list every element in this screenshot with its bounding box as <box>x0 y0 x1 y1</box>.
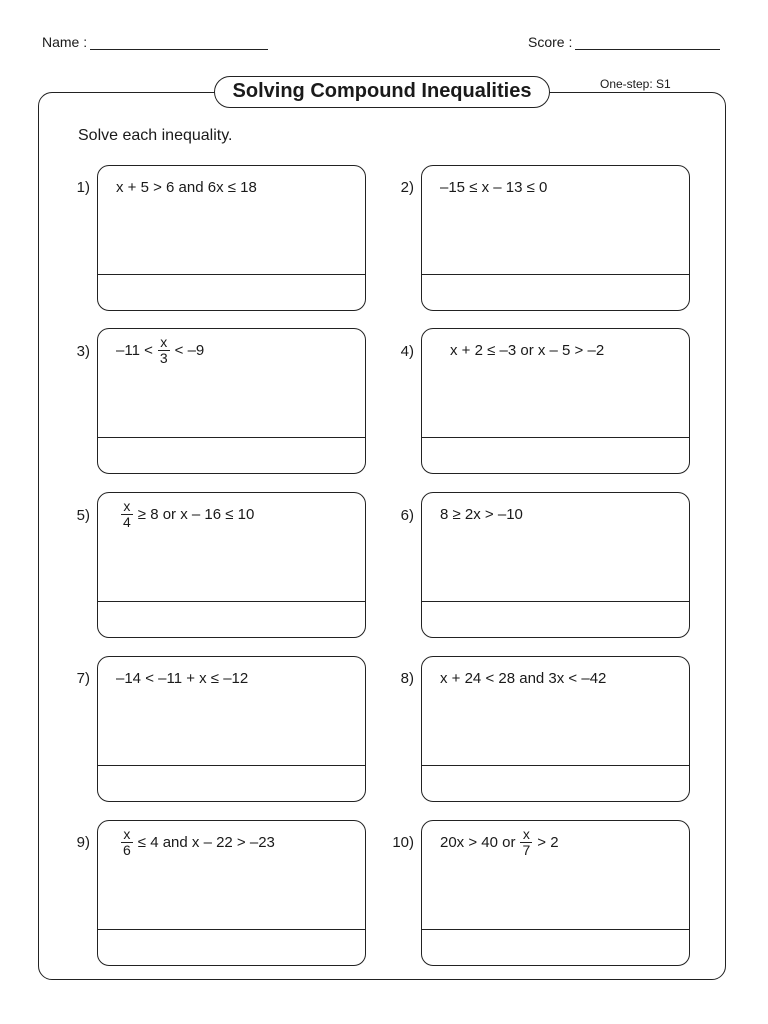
answer-divider <box>422 765 689 766</box>
problem-box-8 <box>421 656 690 802</box>
problem-number: 7) <box>76 670 90 687</box>
name-label: Name : <box>42 34 88 50</box>
problem-box-7 <box>97 656 366 802</box>
problem-expression: x + 2 ≤ –3 or x – 5 > –2 <box>450 342 605 359</box>
problem-number: 6) <box>400 507 414 524</box>
answer-divider <box>422 929 689 930</box>
fraction: $\frac{x}{4}$ <box>123 498 131 530</box>
problem-expression: 20x > 40 or $\frac{x}{7}$ > 2 <box>440 826 559 858</box>
answer-divider <box>98 929 365 930</box>
problem-box-3 <box>97 328 366 474</box>
fraction: $\frac{x}{3}$ <box>159 334 168 366</box>
answer-divider <box>98 437 365 438</box>
problem-number: 10) <box>392 834 414 851</box>
problem-box-2 <box>421 165 690 311</box>
answer-divider <box>422 437 689 438</box>
instructions: Solve each inequality. <box>78 127 233 144</box>
answer-divider <box>98 274 365 275</box>
score-label: Score : <box>528 34 573 50</box>
problem-number: 1) <box>76 179 90 196</box>
answer-divider <box>98 601 365 602</box>
problem-number: 9) <box>76 834 90 851</box>
problem-expression: x + 5 > 6 and 6x ≤ 18 <box>116 179 257 196</box>
answer-divider <box>422 601 689 602</box>
problem-expression: –15 ≤ x – 13 ≤ 0 <box>440 179 548 196</box>
problem-box-1 <box>97 165 366 311</box>
score-field[interactable] <box>575 49 720 50</box>
problem-box-10 <box>421 820 690 966</box>
fraction: $\frac{x}{6}$ <box>123 826 131 858</box>
problem-expression: $\frac{x}{4}$ ≥ 8 or x – 16 ≤ 10 <box>123 498 255 530</box>
problem-expression: x + 24 < 28 and 3x < –42 <box>440 670 607 687</box>
problem-box-6 <box>421 492 690 638</box>
problem-box-5 <box>97 492 366 638</box>
worksheet-title: Solving Compound Inequalities <box>214 76 550 108</box>
problem-expression: –11 < $\frac{x}{3}$ < –9 <box>116 334 205 366</box>
problem-number: 3) <box>76 343 90 360</box>
problem-number: 4) <box>400 343 414 360</box>
problem-box-4 <box>421 328 690 474</box>
answer-divider <box>98 765 365 766</box>
level-label: One-step: S1 <box>600 77 671 91</box>
problem-number: 5) <box>76 507 90 524</box>
answer-divider <box>422 274 689 275</box>
problem-expression: $\frac{x}{6}$ ≤ 4 and x – 22 > –23 <box>123 826 275 858</box>
fraction: $\frac{x}{7}$ <box>522 826 531 858</box>
problem-expression: –14 < –11 + x ≤ –12 <box>116 670 249 687</box>
problem-expression: 8 ≥ 2x > –10 <box>440 506 523 523</box>
name-field[interactable] <box>90 49 268 50</box>
problem-number: 2) <box>400 179 414 196</box>
problem-number: 8) <box>400 670 414 687</box>
problem-box-9 <box>97 820 366 966</box>
